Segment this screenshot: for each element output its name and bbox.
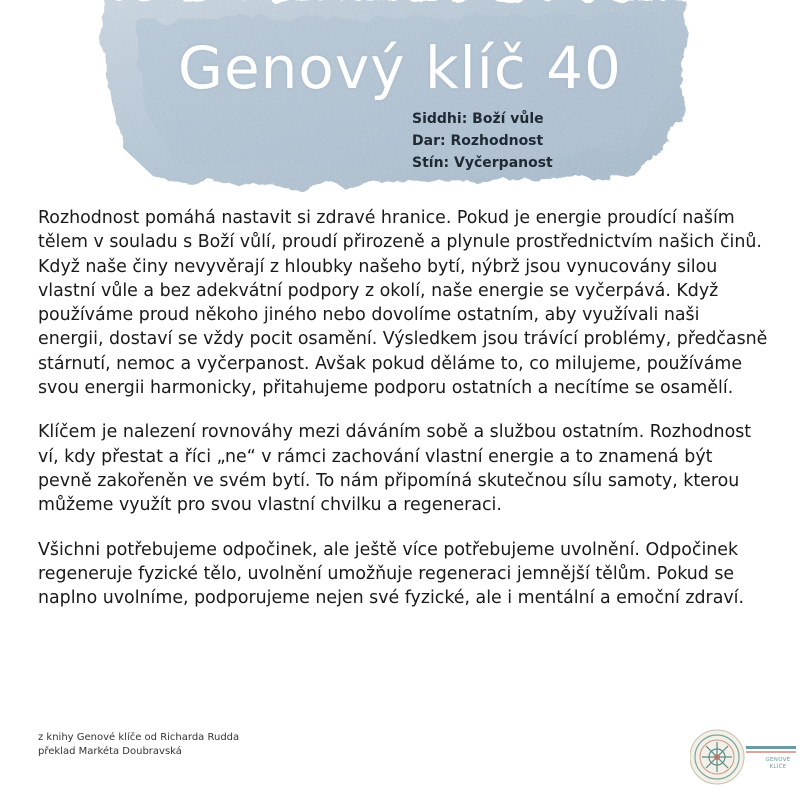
- logo-label-line2: KLÍČE: [769, 764, 787, 770]
- siddhi-label: Siddhi: Boží vůle: [412, 111, 544, 127]
- credit-translator: překlad Markéta Doubravská: [38, 746, 182, 757]
- page-title: Genový klíč 40: [178, 34, 622, 102]
- dar-label: Dar: Rozhodnost: [412, 133, 544, 149]
- logo-label: [764, 757, 792, 771]
- paragraph-3: Všichni potřebujeme odpočinek, ale ještě více potřebujeme uvolnění. Odpočinek regeneruje fyzické tělo, uvolnění umožňuje regeneraci jemnější tělům. Pokud se naplno uvolníme, podporujeme nejen své fyzické, ale i mentální a emoční zdraví.: [38, 539, 745, 609]
- logo-label-line1: GENOVÉ: [765, 757, 791, 763]
- source-credit: [38, 731, 239, 759]
- paragraph-2: Klíčem je nalezení rovnováhy mezi dáváním sobě a službou ostatním. Rozhodnost ví, kdy přestat a říci „ne“ v rámci zachování vlastní energie a to znamená být pevně zakořeněn ve svém bytí. To nám připomíná skutečnou sílu samoty, kterou můžeme využít pro svou vlastní chvilku a regeneraci.: [38, 422, 752, 516]
- body-text: [38, 206, 768, 630]
- stin-label: Stín: Vyčerpanost: [412, 155, 553, 171]
- paragraph-1: Rozhodnost pomáhá nastavit si zdravé hranice. Pokud je energie proudící naším tělem v souladu s Boží vůlí, proudí přirozeně a plynule prostřednictvím našich činů. Když naše činy nevyvěrají z hloubky našeho bytí, nýbrž jsou vynucovány silou vlastní vůle a bez adekvátní podpory z okolí, naše energie se vyčerpává. Když používáme proud někoho jiného nebo dovolíme ostatním, aby využívali naši energii, dostaví se vždy pocit osamění. Výsledkem jsou trávící problémy, předčasně stárnutí, nemoc a vyčerpanost. Avšak pokud děláme to, co milujeme, používáme svou energii harmonicky, přitahujeme podporu ostatních a necítíme se osamělí.: [38, 208, 768, 399]
- gene-key-attributes: [412, 108, 553, 174]
- credit-book: z knihy Genové klíče od Richarda Rudda: [38, 732, 240, 743]
